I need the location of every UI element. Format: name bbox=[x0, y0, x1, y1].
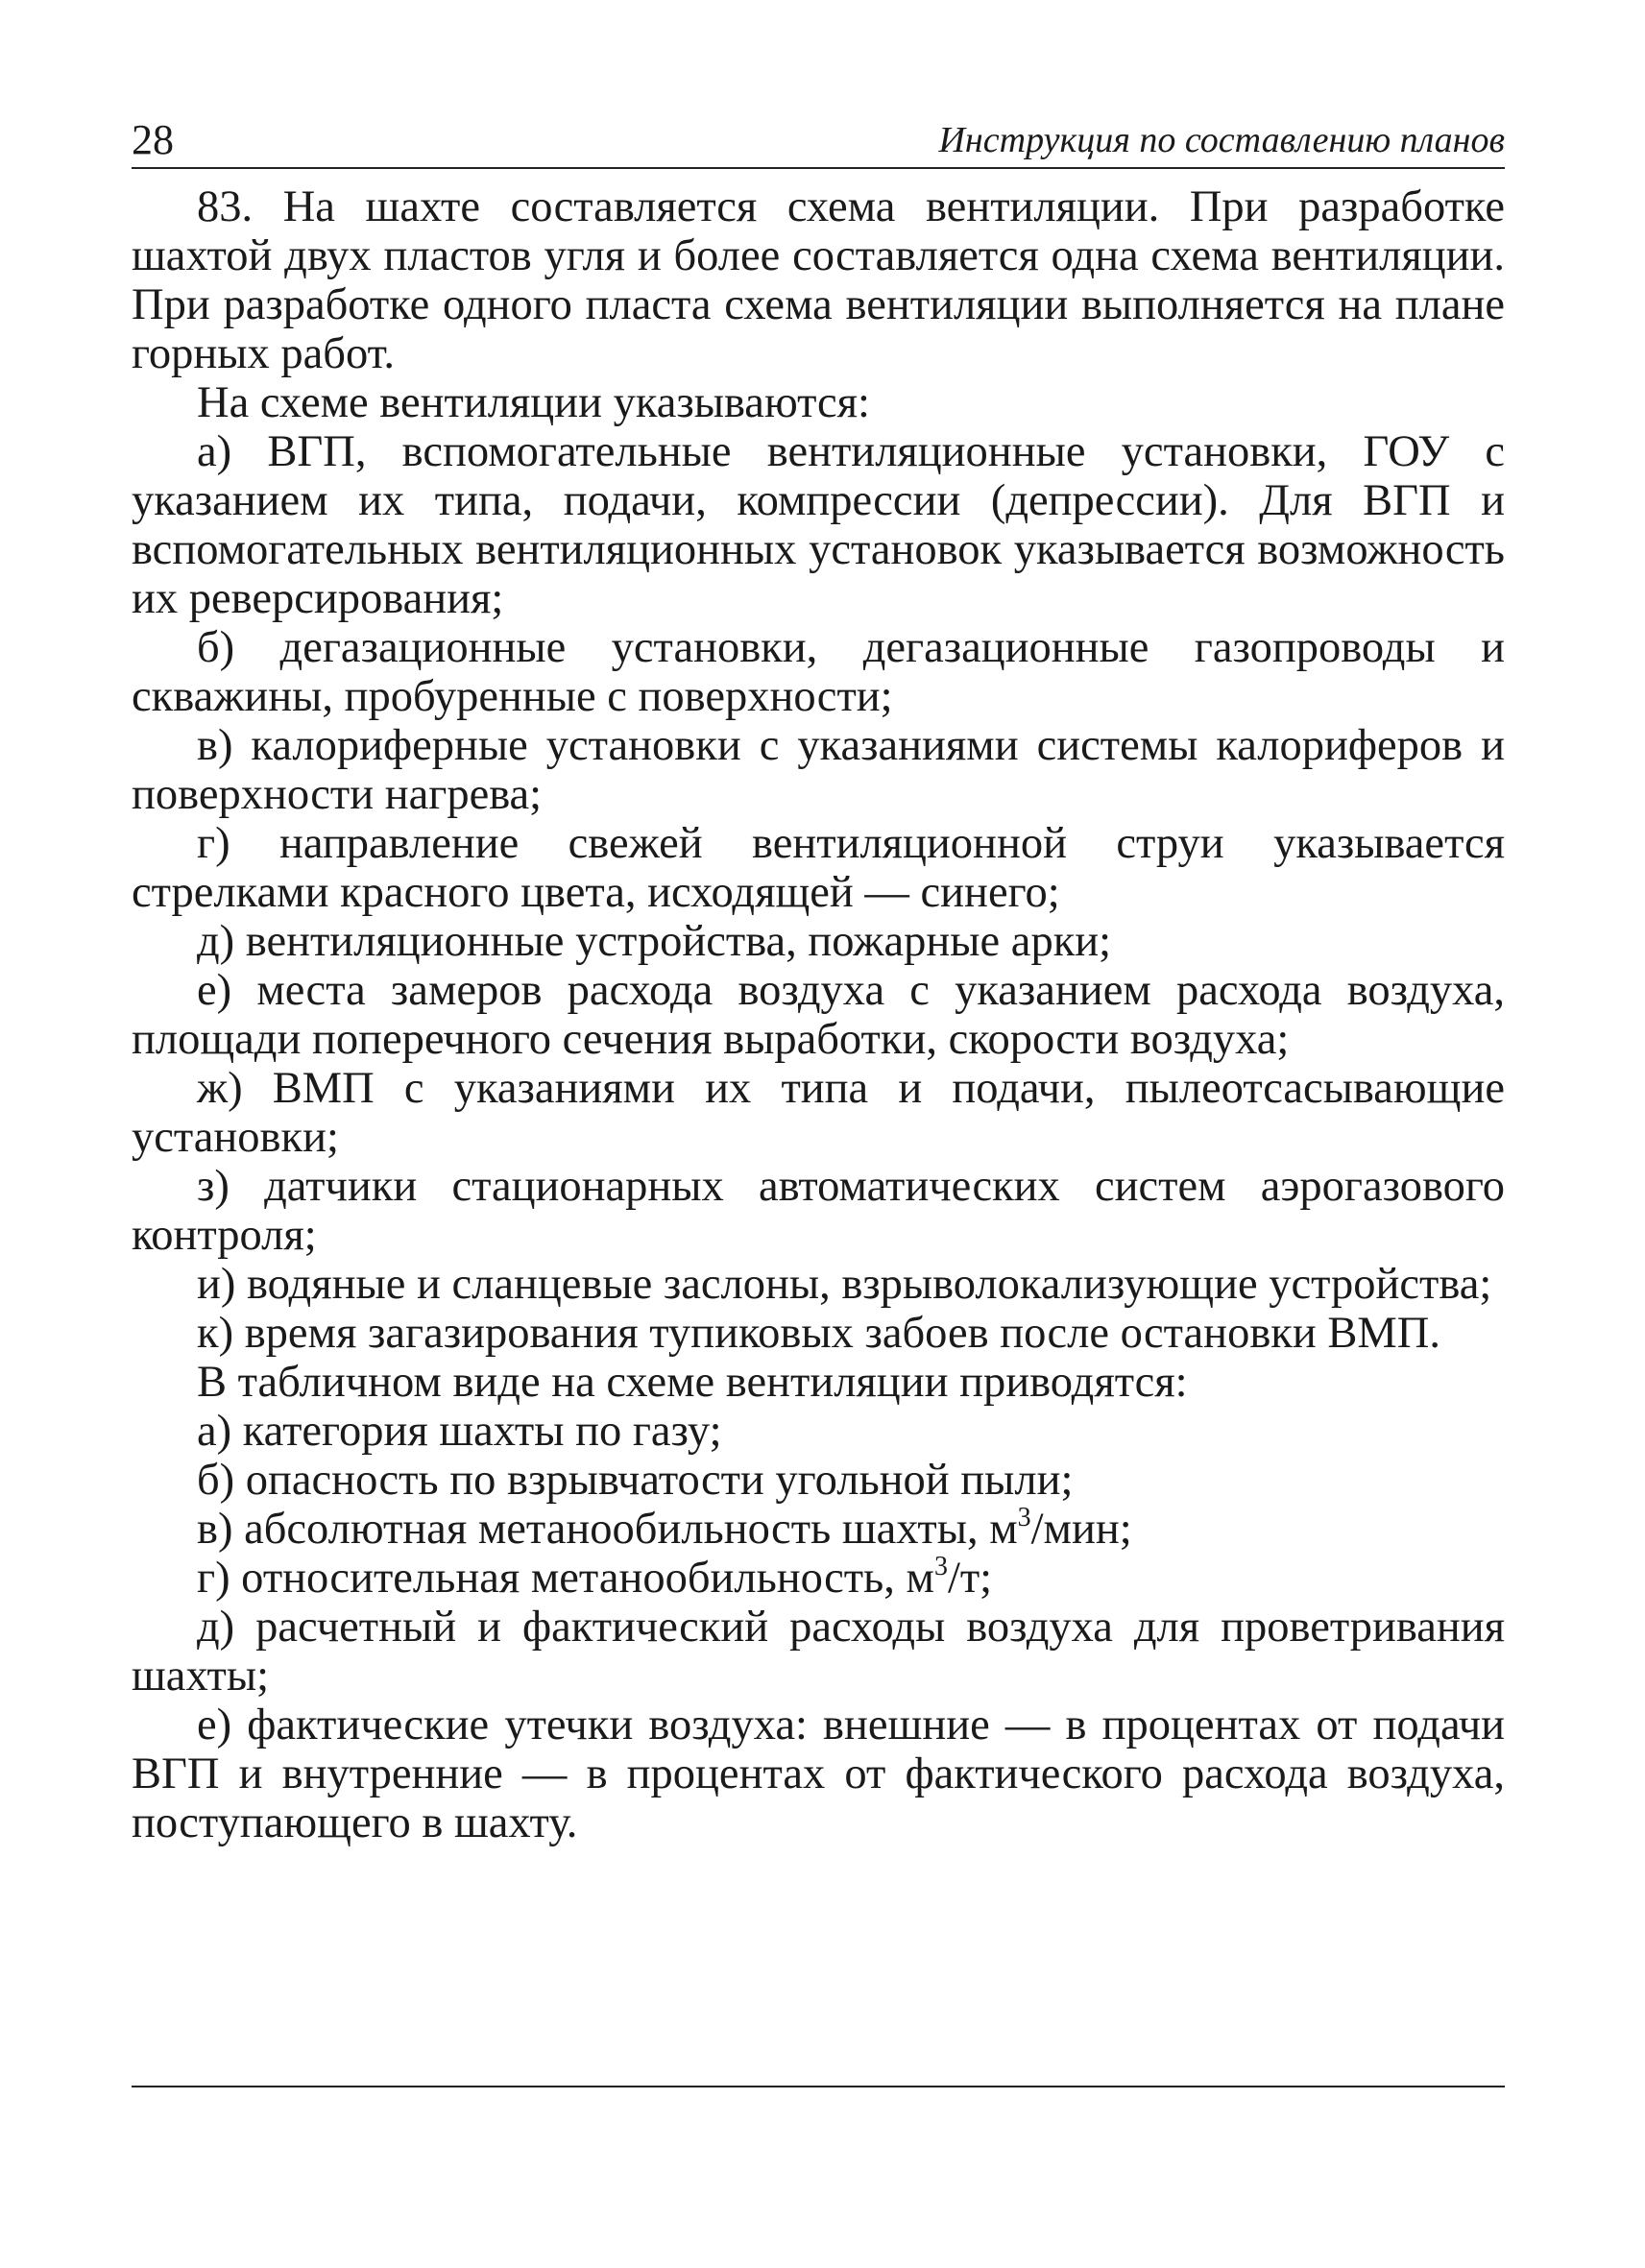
page-header bbox=[132, 113, 1505, 169]
table-item-v bbox=[132, 1505, 1505, 1554]
list-item-b: б) дегазационные установки, дегазационные газопроводы и скважины, пробуренные с поверхности; bbox=[132, 623, 1505, 721]
list-item-d: д) вентиляционные устройства, пожарные арки; bbox=[197, 917, 1112, 966]
table-item-a: а) категория шахты по газу; bbox=[197, 1407, 722, 1456]
table-item-e: е) фактические утечки воздуха: внешние — в процентах от подачи ВГП и внутренние — в процентах от фактического расхода воздуха, поступающего в шахту. bbox=[132, 1701, 1505, 1847]
table-item-b: б) опасность по взрывчатости угольной пыли; bbox=[197, 1456, 1074, 1505]
table-item-v-exponent: 3 bbox=[1017, 1503, 1031, 1532]
table-item-g-text: г) относительная метанообильность, м bbox=[197, 1554, 934, 1603]
table-list-intro: В табличном виде на схеме вентиляции приводятся: bbox=[197, 1358, 1188, 1407]
table-item-g bbox=[132, 1554, 1505, 1603]
running-head: Инструкция по составлению планов bbox=[938, 120, 1505, 160]
page-number: 28 bbox=[132, 116, 174, 163]
list-item-z: з) датчики стационарных автоматических систем аэрогазового контроля; bbox=[132, 1162, 1505, 1260]
list-item-v: в) калориферные установки с указаниями системы калориферов и поверхности нагрева; bbox=[132, 721, 1505, 819]
list-intro: На схеме вентиляции указываются: bbox=[197, 378, 870, 427]
bottom-rule bbox=[132, 2086, 1505, 2087]
table-item-g-unit: /т; bbox=[947, 1554, 993, 1603]
list-item-g: г) направление свежей вентиляционной струи указывается стрелками красного цвета, исходящей — синего; bbox=[132, 819, 1505, 917]
page-body bbox=[132, 182, 1505, 1847]
list-item-i: и) водяные и сланцевые заслоны, взрыволокализующие устройства; bbox=[197, 1260, 1492, 1309]
list-item-zh: ж) ВМП с указаниями их типа и подачи, пылеотсасывающие установки; bbox=[132, 1064, 1505, 1162]
table-item-d: д) расчетный и фактический расходы воздуха для проветривания шахты; bbox=[132, 1603, 1505, 1701]
list-item-e: е) места замеров расхода воздуха с указанием расхода воздуха, площади поперечного сечения выработки, скорости воздуха; bbox=[132, 966, 1505, 1064]
list-item-a: а) ВГП, вспомогательные вентиляционные установки, ГОУ с указанием их типа, подачи, компрессии (депрессии). Для ВГП и вспомогательных вентиляционных установок указывается возможность их реверсирования; bbox=[132, 427, 1505, 623]
table-item-g-exponent: 3 bbox=[933, 1552, 948, 1581]
table-item-v-unit: /мин; bbox=[1030, 1505, 1132, 1554]
list-item-k: к) время загазирования тупиковых забоев после остановки ВМП. bbox=[197, 1309, 1440, 1358]
paragraph-83: 83. На шахте составляется схема вентиляции. При разработке шахтой двух пластов угля и более составляется одна схема вентиляции. При разработке одного пласта схема вентиляции выполняется на плане горных работ. bbox=[132, 182, 1505, 378]
table-item-v-text: в) абсолютная метанообильность шахты, м bbox=[197, 1505, 1018, 1554]
